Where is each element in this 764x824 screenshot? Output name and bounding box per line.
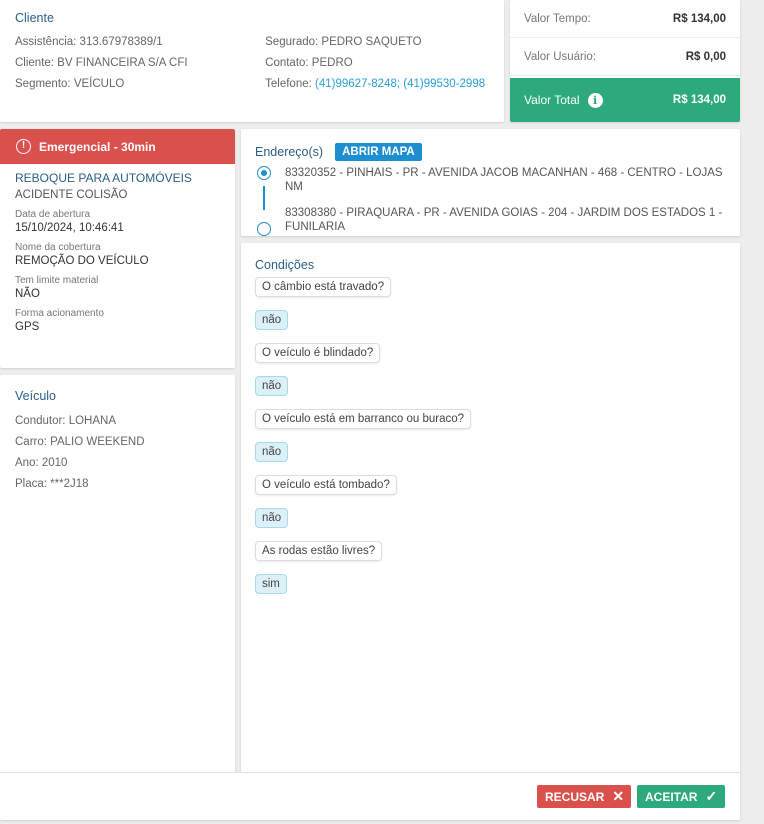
condition-answer: não	[255, 442, 288, 462]
destination-marker-icon	[257, 222, 271, 236]
close-icon: ✕	[612, 788, 625, 804]
endereco-destino-text: 83308380 - PIRAQUARA - PR - AVENIDA GOIAS - 204 - JARDIM DOS ESTADOS 1 - FUNILARIA	[285, 207, 723, 233]
cliente-card	[0, 0, 504, 122]
info-icon[interactable]: i	[588, 93, 603, 108]
field-value: 15/10/2024, 10:46:41	[15, 222, 124, 234]
valores-card	[510, 0, 740, 122]
valor-usuario-value: R$ 0,00	[685, 50, 726, 63]
aceitar-button[interactable]	[637, 785, 725, 808]
condition-question: O veículo é blindado?	[255, 343, 380, 363]
contato-field: Contato: PEDRO	[265, 57, 353, 69]
condutor-field: Condutor: LOHANA	[15, 415, 116, 427]
condition-answer: não	[255, 310, 288, 330]
field-label: Tem limite material	[15, 275, 99, 286]
valor-tempo-row	[510, 0, 740, 38]
emergencial-label: Emergencial - 30min	[39, 139, 156, 154]
assistencia-field: Assistência: 313.67978389/1	[15, 36, 163, 48]
placa-field: Placa: ***2J18	[15, 478, 89, 490]
telefone-field	[265, 74, 489, 95]
condition-question: As rodas estão livres?	[255, 541, 382, 561]
endereco-origem-text: 83320352 - PINHAIS - PR - AVENIDA JACOB MACANHAN - 468 - CENTRO - LOJAS NM	[285, 167, 723, 193]
telefone-label: Telefone:	[265, 78, 312, 90]
condition-answer: sim	[255, 574, 287, 594]
field-value: REMOÇÃO DO VEÍCULO	[15, 255, 149, 267]
alert-icon: !	[16, 139, 31, 154]
valor-total-value: R$ 134,00	[672, 94, 726, 106]
field-value: GPS	[15, 321, 40, 333]
servico-card	[0, 129, 235, 368]
condition-question: O veículo está tombado?	[255, 475, 397, 495]
condition-answer: não	[255, 508, 288, 528]
endereco-destino	[255, 206, 726, 234]
recusar-button[interactable]	[537, 785, 631, 808]
servico-title: REBOQUE PARA AUTOMÓVEIS	[15, 171, 192, 185]
servico-subtitle: ACIDENTE COLISÃO	[15, 189, 128, 201]
valor-total-label: Valor Total	[524, 93, 580, 107]
field-label: Forma acionamento	[15, 308, 104, 319]
veiculo-title: Veículo	[15, 389, 57, 403]
emergencial-badge	[0, 129, 235, 164]
segurado-field: Segurado: PEDRO SAQUETO	[265, 36, 422, 48]
endereco-card	[241, 129, 740, 236]
valor-tempo-value: R$ 134,00	[672, 12, 726, 25]
field-value: NÃO	[15, 288, 40, 300]
condicoes-card	[241, 243, 740, 775]
carro-field: Carro: PALIO WEEKEND	[15, 436, 145, 448]
cliente-field: Cliente: BV FINANCEIRA S/A CFI	[15, 57, 188, 69]
footer-bar	[0, 772, 740, 820]
cliente-title: Cliente	[15, 11, 54, 25]
endereco-origem	[255, 166, 726, 194]
condition-question: O câmbio está travado?	[255, 277, 391, 297]
veiculo-card	[0, 375, 235, 775]
condition-answer: não	[255, 376, 288, 396]
check-icon: ✓	[705, 788, 718, 804]
field-label: Nome da cobertura	[15, 242, 101, 253]
origin-marker-icon	[257, 166, 271, 180]
telefone-link[interactable]: (41)99627-8248; (41)99530-2998	[315, 78, 486, 90]
recusar-label: RECUSAR	[545, 789, 605, 804]
valor-total-row	[510, 78, 740, 122]
condicoes-title: Condições	[255, 258, 315, 272]
valor-tempo-label: Valor Tempo:	[524, 12, 591, 25]
abrir-mapa-button[interactable]: ABRIR MAPA	[335, 143, 422, 161]
endereco-title: Endereço(s)	[255, 145, 324, 159]
ano-field: Ano: 2010	[15, 457, 68, 469]
valor-usuario-label: Valor Usuário:	[524, 50, 597, 63]
condition-question: O veículo está em barranco ou buraco?	[255, 409, 471, 429]
aceitar-label: ACEITAR	[645, 789, 698, 804]
segmento-field: Segmento: VEÍCULO	[15, 78, 125, 90]
valor-usuario-row	[510, 38, 740, 76]
field-label: Data de abertura	[15, 209, 91, 220]
